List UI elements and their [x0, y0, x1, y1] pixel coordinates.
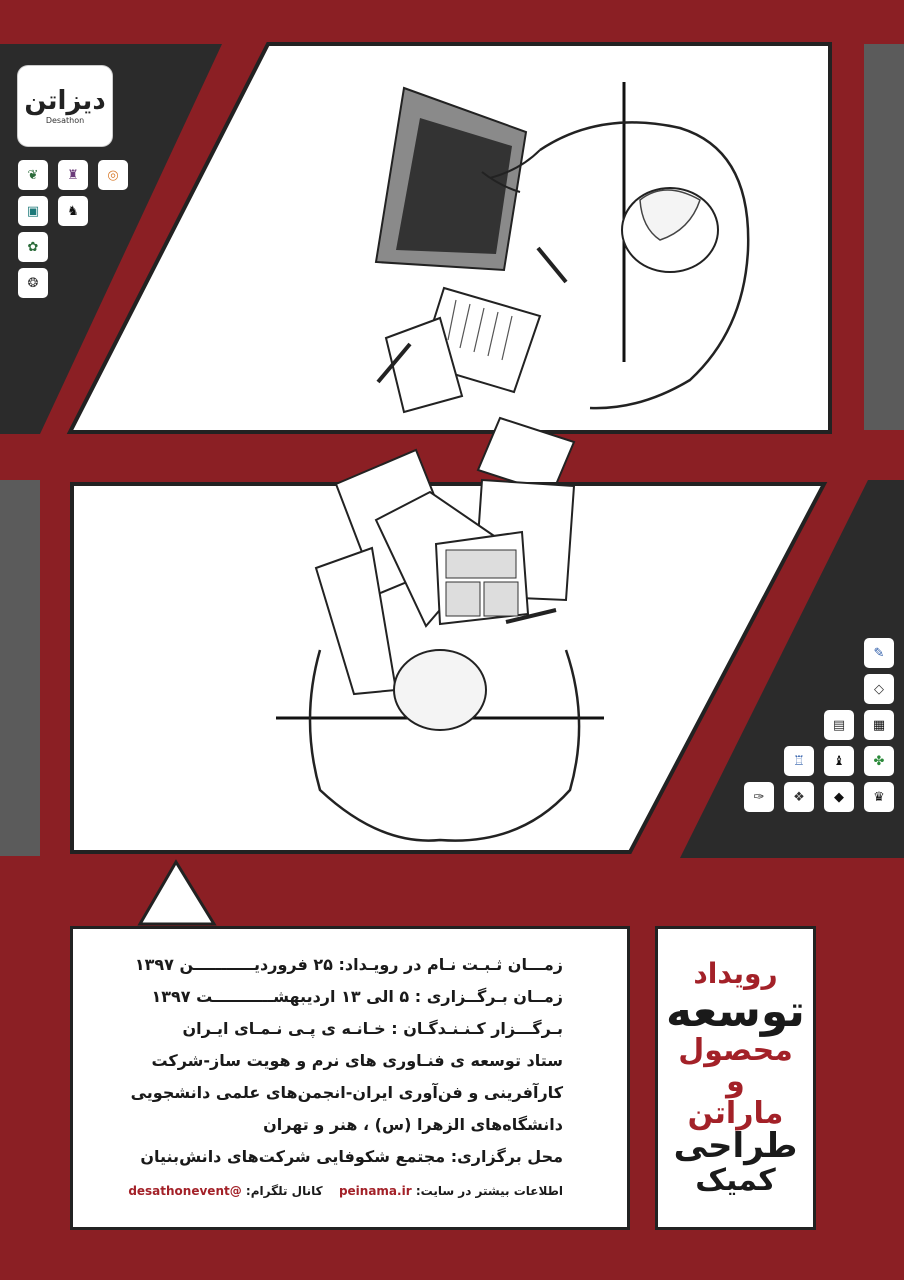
speech-bubble-tail [140, 862, 214, 924]
event-dates: زمــان بـرگــزاری : ۵ الی ۱۳ اردیبهشـــــــــــت ۱۳۹۷ [151, 987, 563, 1006]
sponsor-square-logo: ▣ [18, 196, 48, 226]
title-line-6: طراحی [673, 1126, 798, 1167]
sponsor-grape-logo: ✿ [18, 232, 48, 262]
sponsor-figure-logo: ♞ [58, 196, 88, 226]
left-grey-strip [0, 480, 40, 856]
contact-line [128, 1179, 563, 1203]
organizers-line-4: دانشگاه‌های الزهرا (س) ، هنر و تهران [263, 1115, 563, 1134]
desathon-logo [18, 66, 112, 146]
venue: محل برگزاری: مجتمع شکوفایی شرکت‌های دانش‌بنیان [140, 1147, 563, 1166]
sponsor-ring-logo: ❂ [18, 268, 48, 298]
sponsor-circle-logo: ◎ [98, 160, 128, 190]
sponsor-r4-logo: ▦ [864, 710, 894, 740]
sponsor-emblem-logo: ♜ [58, 160, 88, 190]
sponsor-leaf-logo: ❦ [18, 160, 48, 190]
title-line-4: و [726, 1064, 745, 1100]
right-grey-strip [864, 44, 904, 430]
title-line-5: ماراتن [687, 1095, 784, 1131]
organizers-line-2: ستاد توسعه ی فنـاوری های نرم و هویت ساز-شرکت [151, 1051, 563, 1070]
person-head-bottom [394, 650, 486, 730]
title-line-7: کمیک [695, 1163, 776, 1199]
sponsor-r10-logo: ◆ [824, 782, 854, 812]
event-info-box [70, 926, 630, 1230]
organizers-line-1: بـرگـــزار کـنـنـدگـان : خـانـه ی پـی نـمـای ایـران [182, 1019, 563, 1038]
title-line-2: توسعه [666, 985, 805, 1037]
registration-date: زمـــان ثـبـت نـام در رویـداد: ۲۵ فروردیـــــــــــن ۱۳۹۷ [134, 955, 563, 974]
website-link[interactable]: peinama.ir [338, 1184, 412, 1198]
sponsor-r6-logo: ♝ [824, 746, 854, 776]
event-title-box [655, 926, 816, 1230]
sponsor-r7-logo: ✤ [864, 746, 894, 776]
sponsor-r11-logo: ♛ [864, 782, 894, 812]
website-label: اطلاعات بیشتر در سایت: [415, 1184, 563, 1198]
logo-text: دیزاتن [24, 85, 106, 116]
title-line-3: محصول [678, 1032, 793, 1068]
sponsor-r3-logo: ▤ [824, 710, 854, 740]
sponsor-r5-logo: ♖ [784, 746, 814, 776]
telegram-label: کانال تلگرام: [245, 1184, 323, 1198]
telegram-link[interactable]: @desathonevent [128, 1184, 242, 1198]
sponsor-r9-logo: ❖ [784, 782, 814, 812]
organizers-line-3: کارآفرینی و فن‌آوری ایران-انجمن‌های علمی دانشجویی [130, 1083, 563, 1102]
sponsor-r1-logo: ✎ [864, 638, 894, 668]
sponsor-r2-logo: ◇ [864, 674, 894, 704]
logo-subtext: Desathon [45, 115, 85, 125]
title-line-1: رویداد [693, 957, 778, 991]
sponsor-r8-logo: ✑ [744, 782, 774, 812]
